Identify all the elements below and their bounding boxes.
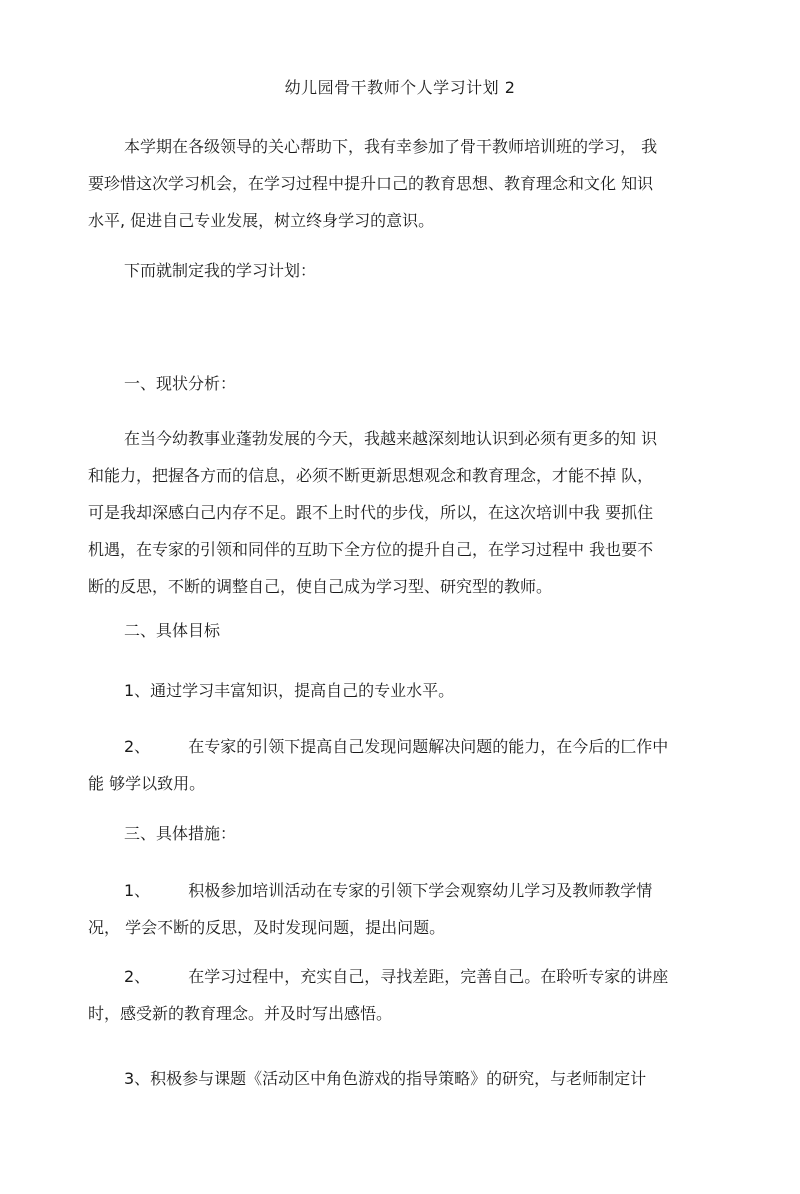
goal-2-line-1 [88, 728, 708, 765]
intro-line-2: 要珍惜这次学习机会，在学习过程中提升口己的教育思想、教育理念和文化 知识 [88, 174, 654, 193]
measure-2 [88, 958, 708, 1032]
measure-1-line-1 [88, 872, 708, 909]
measure-2-number: 2、 [124, 967, 151, 986]
section1-line-5: 断的反思，不断的调整自己，使自己成为学习型、研究型的教师。 [88, 577, 553, 596]
section1-heading [88, 365, 708, 402]
goal-2-line-2: 能 够学以致用。 [88, 774, 206, 793]
measure-2-line-2: 时，感受新的教育理念。并及时写出感悟。 [88, 1004, 393, 1023]
section1-heading-text: 一、现状分析： [124, 374, 237, 393]
measure-2-text-1: 在学习过程中，充实自己，寻找差距，完善自己。在聆听专家的讲座 [188, 967, 669, 986]
intro-line-1: 本学期在各级领导的关心帮助下，我有幸参加了骨干教师培训班的学习， 我 [124, 137, 658, 156]
intro-line-3: 水平, 促进自己专业发展，树立终身学习的意识。 [88, 211, 435, 230]
measure-2-line-1 [88, 958, 708, 995]
measure-3-line-1: 3、积极参与课题《活动区中角色游戏的指导策略》的研究，与老师制定计 [124, 1069, 647, 1088]
measure-1-number: 1、 [124, 881, 151, 900]
section1-line-4: 机遇，在专家的引领和同伴的互助下全方位的提升自己，在学习过程中 我也要不 [88, 540, 654, 559]
section1-line-1: 在当今幼教事业蓬勃发展的今天，我越来越深刻地认识到必须有更多的知 识 [124, 429, 658, 448]
goal-2-number: 2、 [124, 737, 151, 756]
measure-1 [88, 872, 708, 946]
section1-paragraph [88, 420, 708, 605]
plan-intro-line: 下而就制定我的学习计划： [124, 261, 317, 280]
section3-heading [88, 815, 708, 852]
section2-heading-text: 二、具体目标 [124, 621, 221, 640]
goal-2-text-1: 在专家的引领下提高自己发现问题解决问题的能力，在今后的匚作中 [188, 737, 669, 756]
section2-heading [88, 612, 708, 649]
goal-2 [88, 728, 708, 802]
section1-line-2: 和能力，把握各方而的信息，必须不断更新思想观念和教育理念，才能不掉 队， [88, 466, 654, 485]
measure-3 [88, 1060, 708, 1097]
measure-1-text-1: 积极参加培训活动在专家的引领下学会观察幼儿学习及教师教学情 [188, 881, 653, 900]
goal-1-text: 1、通过学习丰富知识，提高自己的专业水平。 [124, 681, 455, 700]
section1-line-3: 可是我却深感白己内存不足。跟不上时代的步伐，所以，在这次培训中我 要抓住 [88, 503, 654, 522]
plan-intro-paragraph [88, 252, 708, 289]
goal-1 [88, 672, 708, 709]
document-title: 幼儿园骨干教师个人学习计划 2 [284, 78, 516, 97]
section3-heading-text: 三、具体措施： [124, 824, 237, 843]
intro-paragraph [88, 128, 708, 239]
measure-1-line-2: 况， 学会不断的反思，及时发现问题，提出问题。 [88, 918, 446, 937]
